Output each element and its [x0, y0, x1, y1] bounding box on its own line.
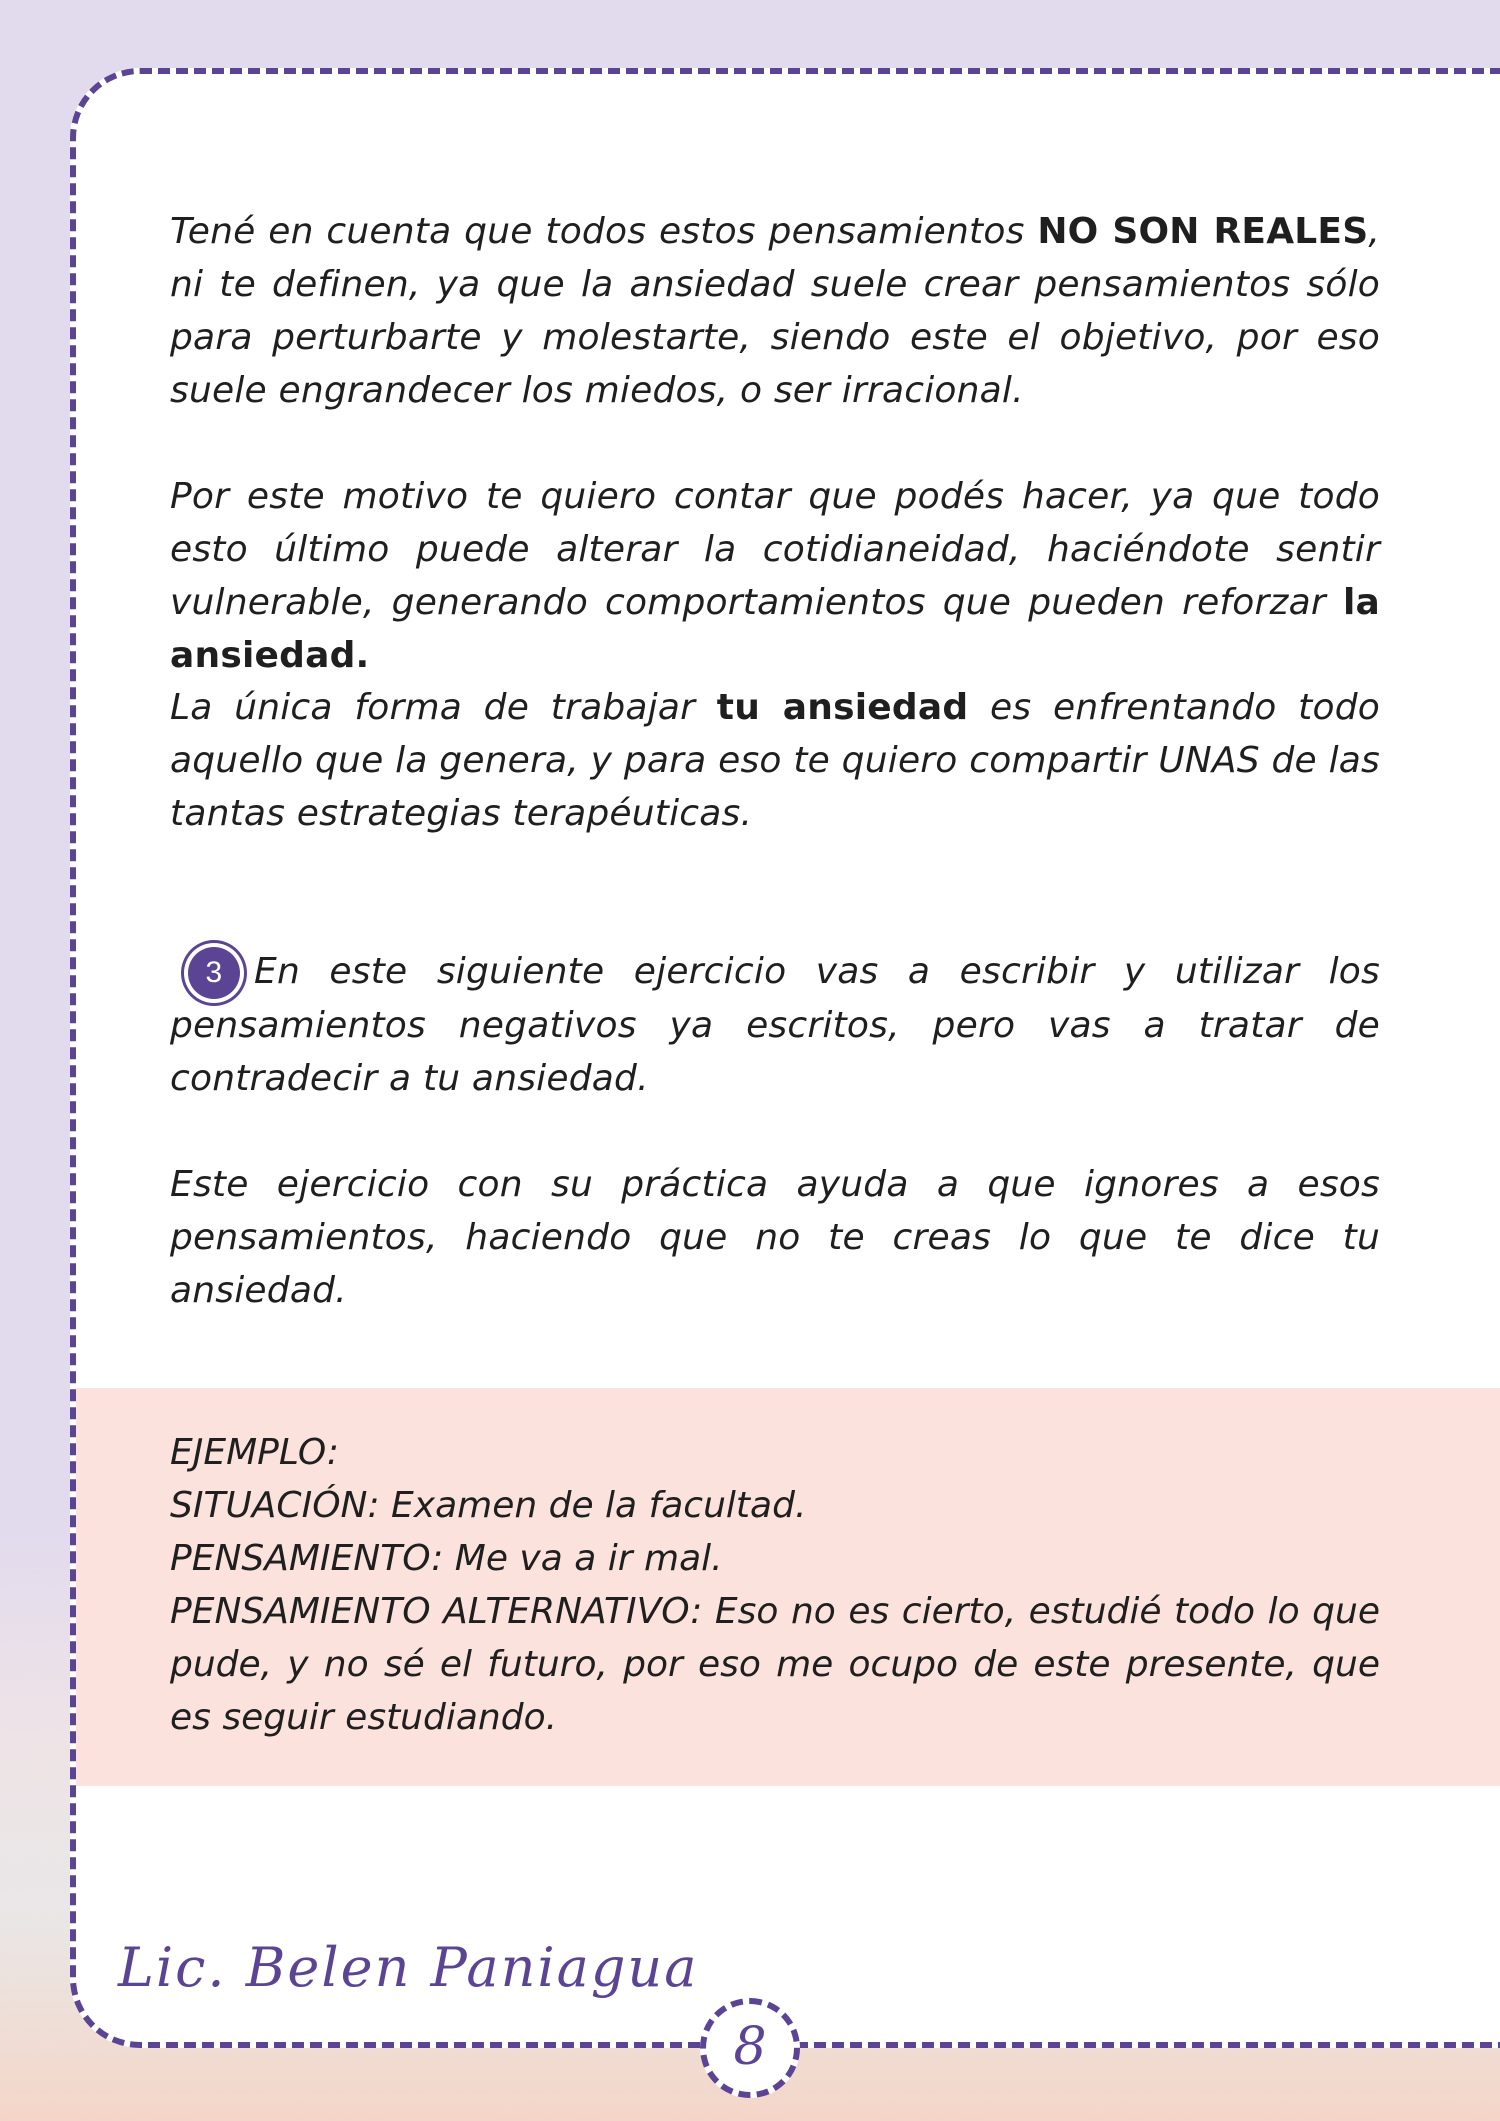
exercise-number-badge: 3 — [188, 947, 240, 999]
author-signature: Lic. Belen Paniagua — [118, 1936, 699, 1999]
paragraph-1: Tené en cuenta que todos estos pensamientos NO SON REALES, ni te definen, ya que la ansiedad suele crear pensamientos sólo para perturbarte y molestarte, siendo este el objetivo, por eso suele engrandecer los miedos, o ser irracional. — [170, 211, 1380, 411]
emphasis-la-ansiedad: la ansiedad. — [170, 582, 1380, 676]
example-alternative-thought: PENSAMIENTO ALTERNATIVO: Eso no es cierto, estudié todo lo que pude, y no sé el futuro, por eso me ocupo de este presente, que es seguir estudiando. — [170, 1591, 1380, 1738]
example-box — [76, 1388, 1500, 1786]
example-situation: SITUACIÓN: Examen de la facultad. — [170, 1485, 807, 1526]
paragraph-3: La única forma de trabajar tu ansiedad es enfrentando todo aquello que la genera, y para eso te quiero compartir UNAS de las tantas estrategias terapéuticas. — [170, 687, 1380, 834]
emphasis-tu-ansiedad: tu ansiedad — [716, 687, 969, 728]
paragraph-exercise-3: 3 En este siguiente ejercicio vas a escribir y utilizar los pensamientos negativos ya escritos, pero vas a tratar de contradecir a tu ansiedad. — [170, 945, 1380, 1105]
page-number: 8 — [700, 1998, 800, 2098]
emphasis-no-son-reales: NO SON REALES — [1037, 211, 1369, 252]
paragraph-2: Por este motivo te quiero contar que podés hacer, ya que todo esto último puede alterar la cotidianeidad, haciéndote sentir vulnerable, generando comportamientos que pueden reforzar la ansiedad. — [170, 476, 1380, 676]
paragraph-5: Este ejercicio con su práctica ayuda a que ignores a esos pensamientos, haciendo que no te creas lo que te dice tu ansiedad. — [170, 1164, 1380, 1311]
example-title: EJEMPLO: — [170, 1432, 339, 1473]
example-thought: PENSAMIENTO: Me va a ir mal. — [170, 1538, 723, 1579]
